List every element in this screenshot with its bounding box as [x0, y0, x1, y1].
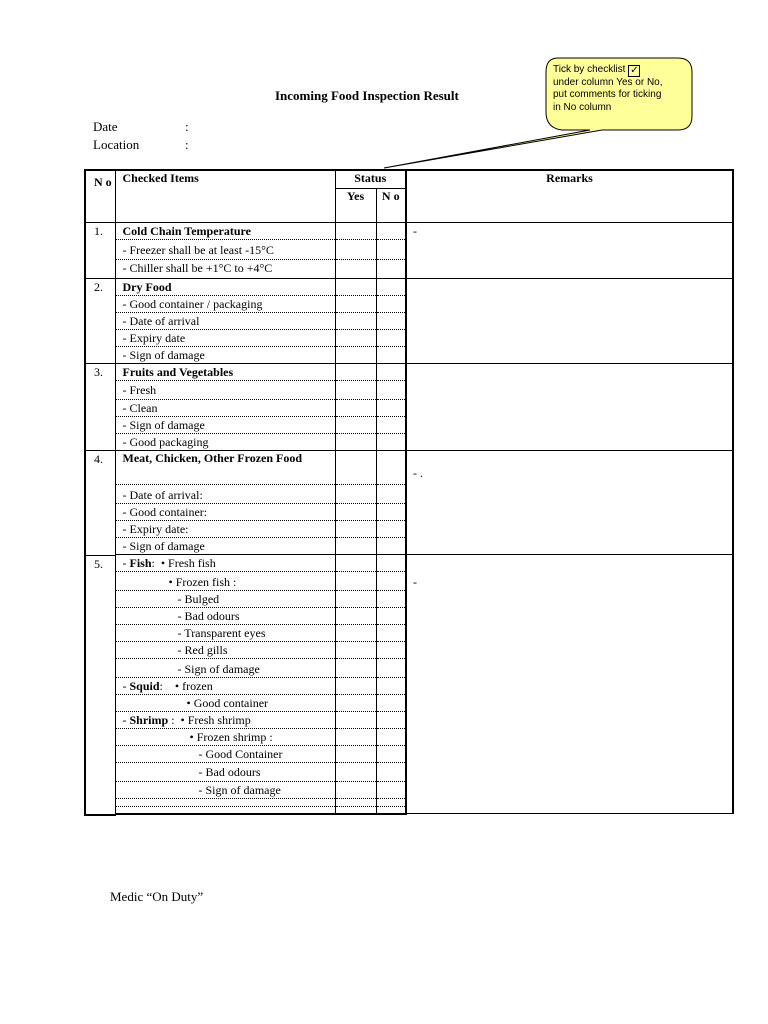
checklist-item: • Good container	[115, 695, 335, 712]
checklist-item: - Sign of damage	[115, 346, 335, 363]
yes-cell[interactable]	[335, 329, 376, 346]
no-cell[interactable]	[376, 295, 406, 312]
yes-cell[interactable]	[335, 659, 376, 678]
no-cell[interactable]	[376, 259, 406, 278]
checklist-item: - Bad odours	[115, 763, 335, 782]
yes-cell[interactable]	[335, 572, 376, 591]
no-cell[interactable]	[376, 729, 406, 746]
remarks-cell[interactable]	[406, 279, 733, 364]
no-cell[interactable]	[376, 678, 406, 695]
no-cell[interactable]	[376, 416, 406, 433]
remarks-cell[interactable]: -	[406, 555, 733, 814]
checklist-item: - Expiry date:	[115, 521, 335, 538]
no-header: N o	[85, 170, 115, 222]
checklist-item: • Fresh fish	[160, 556, 216, 570]
yes-cell[interactable]	[335, 433, 376, 450]
no-cell[interactable]	[376, 625, 406, 642]
yes-cell[interactable]	[335, 555, 376, 572]
checklist-item: - Clean	[115, 399, 335, 416]
checklist-item: - Good packaging	[115, 433, 335, 450]
checklist-item: - Sign of damage	[115, 782, 335, 799]
no-status-header: N o	[376, 188, 406, 222]
yes-cell[interactable]	[335, 799, 376, 807]
checklist-item: - Date of arrival:	[115, 485, 335, 504]
inspection-table	[84, 169, 734, 816]
yes-cell[interactable]	[335, 642, 376, 659]
no-cell[interactable]	[376, 712, 406, 729]
group-title: Dry Food	[115, 279, 335, 296]
yes-cell[interactable]	[335, 222, 376, 239]
date-label: Date	[93, 119, 118, 134]
yes-cell[interactable]	[335, 295, 376, 312]
checklist-item: - Good container / packaging	[115, 295, 335, 312]
checklist-item: - Fresh	[115, 380, 335, 399]
group-number: 3.	[85, 364, 115, 451]
yes-cell[interactable]	[335, 712, 376, 729]
no-cell[interactable]	[376, 346, 406, 363]
no-cell[interactable]	[376, 659, 406, 678]
no-cell[interactable]	[376, 763, 406, 782]
no-cell[interactable]	[376, 782, 406, 799]
yes-cell[interactable]	[335, 364, 376, 381]
group-title: Cold Chain Temperature	[115, 222, 335, 239]
checklist-item: - Date of arrival	[115, 312, 335, 329]
yes-cell[interactable]	[335, 521, 376, 538]
checklist-item: - Good container:	[115, 504, 335, 521]
yes-cell[interactable]	[335, 608, 376, 625]
yes-cell[interactable]	[335, 380, 376, 399]
blank-row	[115, 807, 335, 814]
no-cell[interactable]	[376, 799, 406, 807]
checklist-item: • frozen	[174, 679, 213, 693]
no-cell[interactable]	[376, 695, 406, 712]
location-label: Location	[93, 137, 140, 152]
no-cell[interactable]	[376, 222, 406, 239]
no-cell[interactable]	[376, 504, 406, 521]
squid-row: - Squid: • frozen	[115, 678, 335, 695]
yes-cell[interactable]	[335, 807, 376, 814]
no-cell[interactable]	[376, 451, 406, 485]
yes-cell[interactable]	[335, 695, 376, 712]
checklist-item: - Chiller shall be +1°C to +4°C	[115, 259, 335, 278]
yes-cell[interactable]	[335, 591, 376, 608]
callout-text: Tick by checklist ✓ under column Yes or No, put comments for ticking in No column	[553, 64, 663, 113]
checklist-item: • Frozen shrimp :	[115, 729, 335, 746]
yes-cell[interactable]	[335, 538, 376, 555]
yes-cell[interactable]	[335, 312, 376, 329]
medic-on-duty: Medic “On Duty”	[110, 889, 204, 904]
group-number: 1.	[85, 222, 115, 278]
no-cell[interactable]	[376, 642, 406, 659]
yes-cell[interactable]	[335, 259, 376, 278]
remarks-header: Remarks	[406, 170, 733, 222]
no-cell[interactable]	[376, 746, 406, 763]
no-cell[interactable]	[376, 485, 406, 504]
no-cell[interactable]	[376, 521, 406, 538]
blank-row	[115, 799, 335, 807]
squid-label: Squid	[129, 679, 160, 693]
group-number: 2.	[85, 279, 115, 364]
checklist-item: - Bad odours	[115, 608, 335, 625]
date-colon: :	[185, 119, 189, 134]
checklist-item: • Frozen fish :	[115, 572, 335, 591]
checklist-item: - Transparent eyes	[115, 625, 335, 642]
checkbox-tick-icon: ✓	[630, 65, 639, 76]
yes-cell[interactable]	[335, 746, 376, 763]
yes-cell[interactable]	[335, 399, 376, 416]
yes-cell[interactable]	[335, 451, 376, 485]
no-cell[interactable]	[376, 279, 406, 296]
yes-cell[interactable]	[335, 729, 376, 746]
checklist-item: - Sign of damage	[115, 538, 335, 555]
no-cell[interactable]	[376, 572, 406, 591]
no-cell[interactable]	[376, 538, 406, 555]
no-cell[interactable]	[376, 380, 406, 399]
yes-cell[interactable]	[335, 279, 376, 296]
no-cell[interactable]	[376, 399, 406, 416]
yes-cell[interactable]	[335, 485, 376, 504]
yes-cell[interactable]	[335, 346, 376, 363]
yes-cell[interactable]	[335, 678, 376, 695]
no-cell[interactable]	[376, 433, 406, 450]
no-cell[interactable]	[376, 312, 406, 329]
checklist-item: - Red gills	[115, 642, 335, 659]
no-cell[interactable]	[376, 364, 406, 381]
group-title: Meat, Chicken, Other Frozen Food	[115, 451, 335, 485]
yes-cell[interactable]	[335, 504, 376, 521]
group-number: 5.	[85, 555, 115, 814]
page-title: Incoming Food Inspection Result	[275, 88, 459, 103]
remarks-cell[interactable]: - .	[406, 451, 733, 555]
yes-cell[interactable]	[335, 416, 376, 433]
fish-row: - Fish: • Fresh fish	[115, 555, 335, 572]
checked-items-header: Checked Items	[115, 170, 335, 222]
remarks-cell[interactable]: -	[406, 222, 733, 278]
group-title: Fruits and Vegetables	[115, 364, 335, 381]
no-cell[interactable]	[376, 608, 406, 625]
no-cell[interactable]	[376, 239, 406, 259]
checklist-item: - Expiry date	[115, 329, 335, 346]
no-cell[interactable]	[376, 807, 406, 814]
checklist-item: • Fresh shrimp	[180, 713, 251, 727]
yes-cell[interactable]	[335, 625, 376, 642]
checklist-item: - Sign of damage	[115, 659, 335, 678]
no-cell[interactable]	[376, 591, 406, 608]
group-number: 4.	[85, 451, 115, 555]
shrimp-label: Shrimp	[129, 713, 169, 727]
no-cell[interactable]	[376, 555, 406, 572]
no-cell[interactable]	[376, 329, 406, 346]
location-colon: :	[185, 137, 189, 152]
checklist-item: - Freezer shall be at least -15°C	[115, 239, 335, 259]
checklist-item: - Bulged	[115, 591, 335, 608]
checklist-item: - Good Container	[115, 746, 335, 763]
shrimp-row: - Shrimp : • Fresh shrimp	[115, 712, 335, 729]
status-header: Status	[335, 170, 406, 188]
remarks-cell[interactable]	[406, 364, 733, 451]
yes-header: Yes	[335, 188, 376, 222]
yes-cell[interactable]	[335, 782, 376, 799]
fish-label: Fish	[129, 556, 152, 570]
yes-cell[interactable]	[335, 763, 376, 782]
checklist-item: - Sign of damage	[115, 416, 335, 433]
yes-cell[interactable]	[335, 239, 376, 259]
